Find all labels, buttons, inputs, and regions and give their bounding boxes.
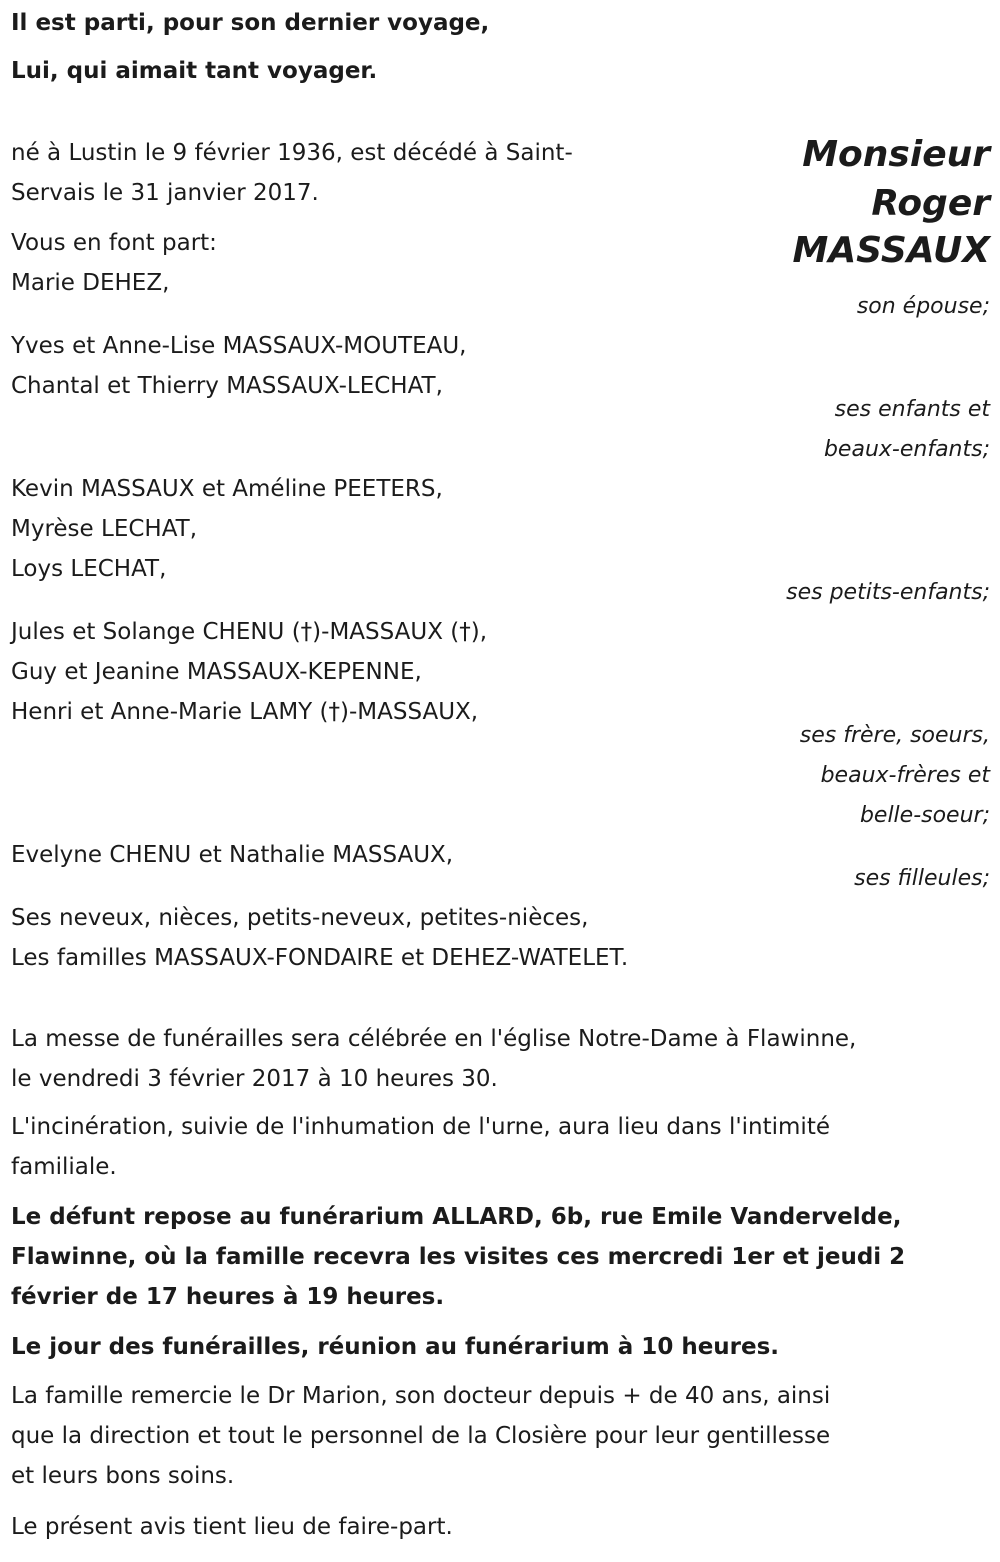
mass-line-1: La messe de funérailles sera célébrée en l'église Notre-Dame à Flawinne, [11,1026,857,1052]
child-name-2: Chantal et Thierry MASSAUX-LECHAT, [11,373,443,399]
cremation-line-2: familiale. [11,1154,117,1180]
birth-death-line-1: né à Lustin le 9 février 1936, est décédé à Saint- [11,140,573,166]
visitation-line-3: février de 17 heures à 19 heures. [11,1284,445,1310]
meeting-text: Le jour des funérailles, réunion au funérarium à 10 heures. [11,1334,780,1360]
sibling-name-2: Guy et Jeanine MASSAUX-KEPENNE, [11,659,422,685]
siblings-relation-1: ses frère, soeurs, [799,723,990,748]
intro-line-1: Il est parti, pour son dernier voyage, [11,10,490,36]
thanks-line-3: et leurs bons soins. [11,1463,235,1489]
mass-line-2: le vendredi 3 février 2017 à 10 heures 30. [11,1066,498,1092]
closing-text: Le présent avis tient lieu de faire-part. [11,1514,453,1540]
siblings-relation-2: beaux-frères et [820,763,990,788]
spouse-name: Marie DEHEZ, [11,270,170,296]
grandchild-name-2: Myrèse LECHAT, [11,516,198,542]
announce-text: Vous en font part: [11,230,217,256]
grandchild-name-1: Kevin MASSAUX et Améline PEETERS, [11,476,443,502]
visitation-line-2: Flawinne, où la famille recevra les visites ces mercredi 1er et jeudi 2 [11,1244,906,1270]
goddaughters-relation: ses filleules; [854,866,990,891]
grandchildren-relation: ses petits-enfants; [786,580,990,605]
others-line-2: Les familles MASSAUX-FONDAIRE et DEHEZ-WATELET. [11,945,629,971]
deceased-last-name: MASSAUX [792,230,990,271]
thanks-line-2: que la direction et tout le personnel de la Closière pour leur gentillesse [11,1423,831,1449]
birth-death-line-2: Servais le 31 janvier 2017. [11,180,319,206]
siblings-relation-3: belle-soeur; [859,803,990,828]
children-relation-1: ses enfants et [834,397,990,422]
grandchild-name-3: Loys LECHAT, [11,556,167,582]
sibling-name-1: Jules et Solange CHENU (†)-MASSAUX (†), [11,619,488,645]
goddaughter-names: Evelyne CHENU et Nathalie MASSAUX, [11,842,454,868]
children-relation-2: beaux-enfants; [823,437,990,462]
intro-line-2: Lui, qui aimait tant voyager. [11,58,378,84]
thanks-line-1: La famille remercie le Dr Marion, son docteur depuis + de 40 ans, ainsi [11,1383,831,1409]
child-name-1: Yves et Anne-Lise MASSAUX-MOUTEAU, [11,333,467,359]
visitation-line-1: Le défunt repose au funérarium ALLARD, 6b, rue Emile Vandervelde, [11,1204,902,1230]
deceased-title: Monsieur [802,134,990,175]
spouse-relation: son épouse; [856,294,990,319]
others-line-1: Ses neveux, nièces, petits-neveux, petites-nièces, [11,905,589,931]
sibling-name-3: Henri et Anne-Marie LAMY (†)-MASSAUX, [11,699,479,725]
cremation-line-1: L'incinération, suivie de l'inhumation de l'urne, aura lieu dans l'intimité [11,1114,830,1140]
deceased-first-name: Roger [871,183,990,224]
